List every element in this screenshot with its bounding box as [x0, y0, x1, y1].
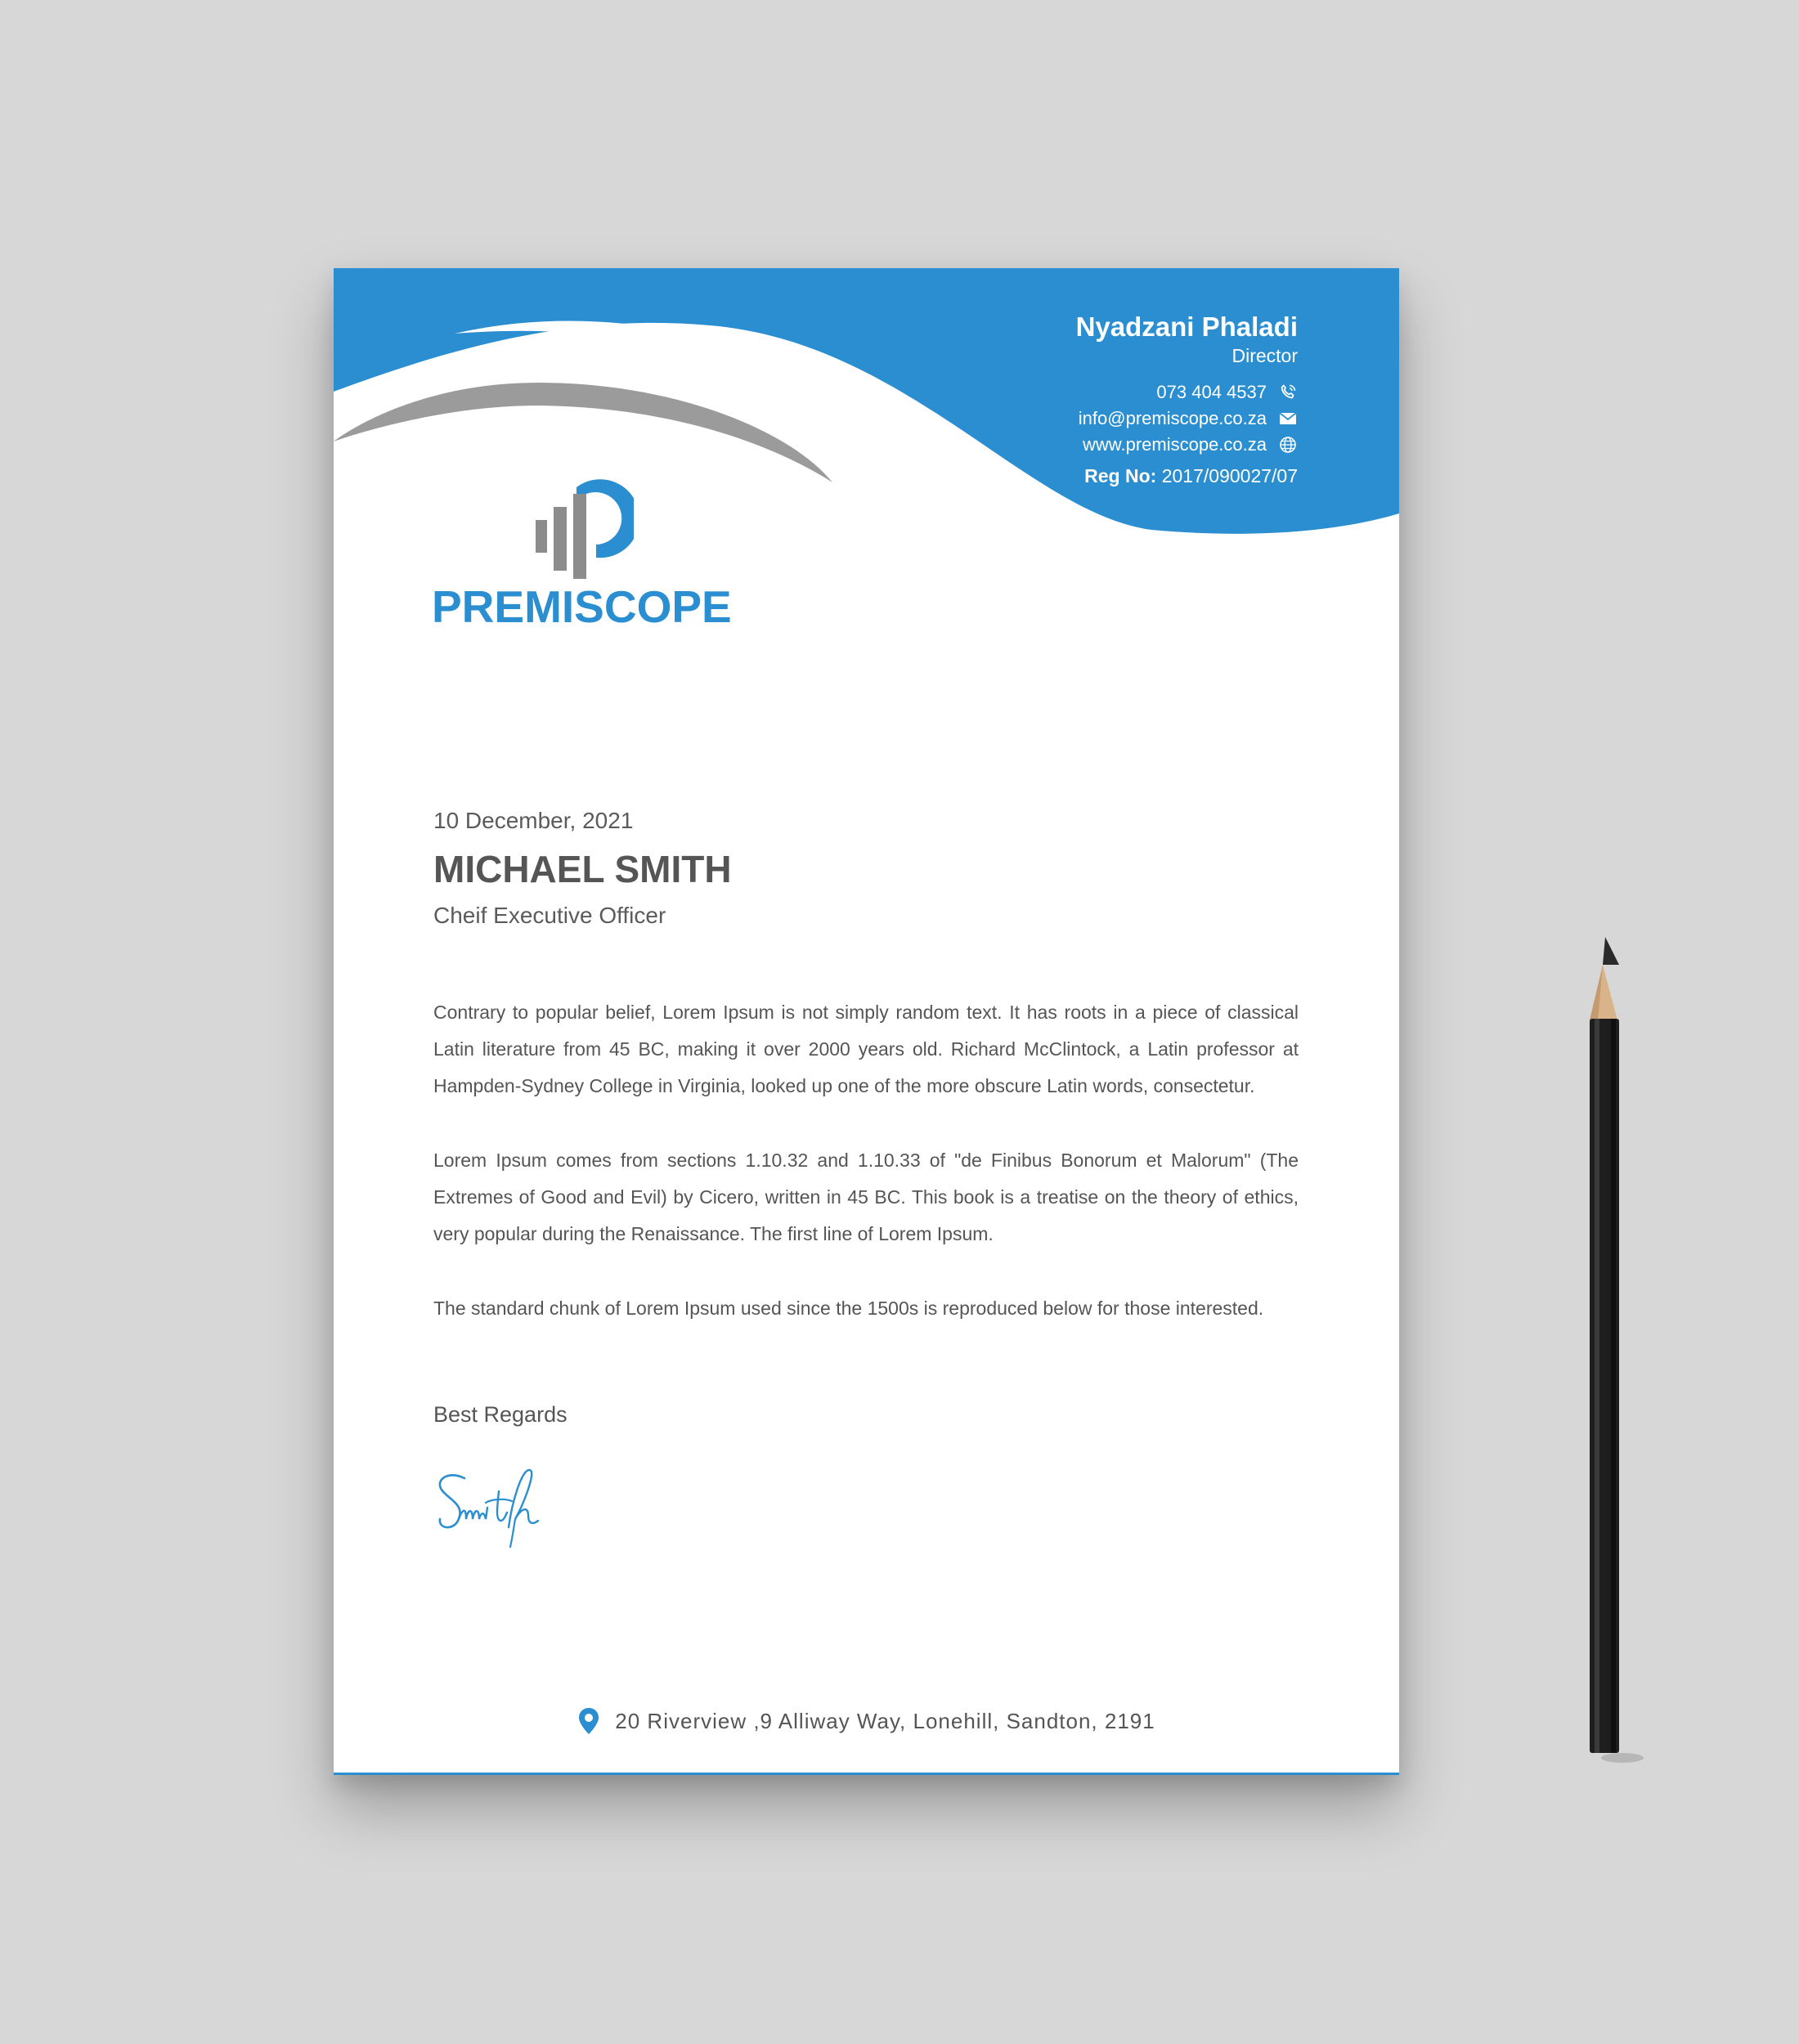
body-paragraph: The standard chunk of Lorem Ipsum used since the 1500s is reproduced below for those interested. [433, 1298, 1264, 1319]
logo-wordmark: PREMISCOPE [432, 581, 732, 632]
body-paragraph: Lorem Ipsum comes from sections 1.10.32 and 1.10.33 of "de Finibus Bonorum et Malorum" (The Extremes of Good and Evil) by Cicero, written in 45 BC. This book is a treatise on the theory of ethics, very popular during the Renaissance. The first line of Lorem Ipsum. [433, 1150, 1299, 1244]
address-text: 20 Riverview ,9 Alliway Way, Lonehill, Sandton, 2191 [615, 1708, 1155, 1733]
pencil-image [1586, 932, 1652, 1766]
recipient-title: Cheif Executive Officer [433, 903, 666, 928]
signature-image [433, 1462, 556, 1552]
reg-value: 2017/090027/07 [1161, 465, 1298, 486]
location-pin-icon [577, 1707, 600, 1735]
phone-number: 073 404 4537 [1156, 382, 1267, 402]
closing-text: Best Regards [433, 1402, 568, 1427]
registration-number [1076, 461, 1298, 491]
letter-body [433, 994, 1299, 1365]
website-line [1076, 432, 1298, 458]
contact-block [1076, 311, 1298, 491]
letterhead-page [334, 268, 1399, 1775]
recipient-name: MICHAEL SMITH [433, 848, 732, 890]
footer-address [334, 1707, 1399, 1735]
director-name: Nyadzani Phaladi [1075, 312, 1298, 342]
logo-mark-icon [536, 473, 634, 579]
mail-icon [1278, 409, 1298, 428]
body-paragraph: Contrary to popular belief, Lorem Ipsum is not simply random text. It has roots in a piece of classical Latin literature from 45 BC, making it over 2000 years old. Richard McClintock, a Latin professor at Hampden-Sydney College in Virginia, looked up one of the more obscure Latin words, consectetur. [433, 1002, 1299, 1096]
reg-label: Reg No: [1084, 465, 1157, 486]
director-role: Director [1231, 345, 1298, 366]
phone-icon [1278, 383, 1298, 402]
email-address: info@premiscope.co.za [1078, 408, 1267, 428]
phone-line [1076, 379, 1298, 406]
email-line [1076, 406, 1298, 432]
globe-icon [1278, 435, 1298, 455]
bottom-rule [334, 1773, 1399, 1775]
website-url: www.premiscope.co.za [1083, 434, 1267, 455]
letter-date: 10 December, 2021 [433, 808, 634, 833]
